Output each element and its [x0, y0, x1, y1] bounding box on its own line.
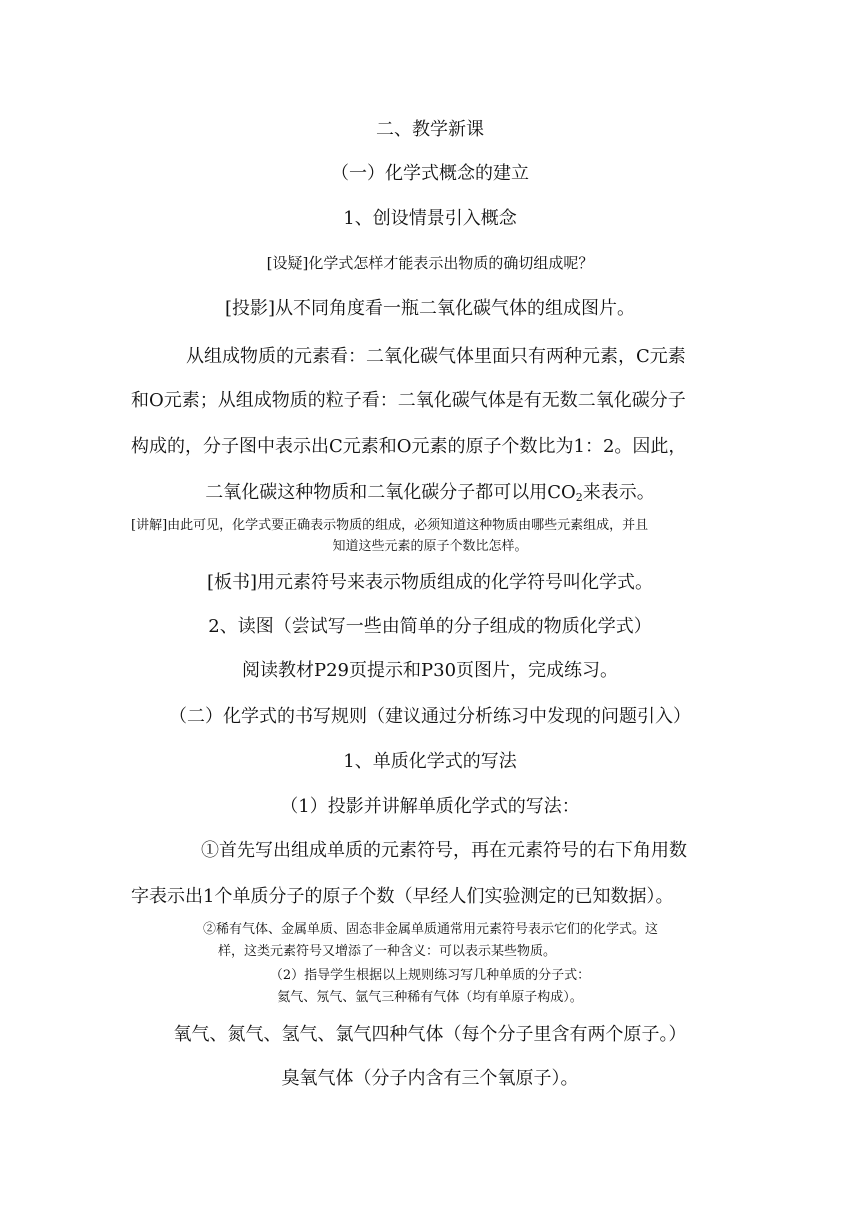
rule-line: 样，这类元素符号又增添了一种含义：可以表示某些物质。: [218, 944, 557, 959]
explain-line: 知道这些元素的原子个数比怎样。: [332, 539, 528, 554]
topic-heading: 1、创设情景引入概念: [343, 208, 517, 229]
exercise-line: 氧气、氮气、氢气、氯气四种气体（每个分子里含有两个原子。）: [173, 1024, 687, 1045]
paragraph-line: 构成的，分子图中表示出C元素和O元素的原子个数比为1：2。因此，: [131, 436, 687, 457]
question-line: [设疑]化学式怎样才能表示出物质的确切组成呢？: [266, 254, 594, 272]
paragraph-line: 和O元素；从组成物质的粒子看：二氧化碳气体是有无数二氧化碳分子: [131, 390, 686, 411]
subtopic-heading: （2）指导学生根据以上规则练习写几种单质的分子式：: [269, 968, 591, 983]
topic-heading: 1、单质化学式的写法: [343, 751, 517, 772]
subsection-heading: （一）化学式概念的建立: [331, 163, 529, 184]
rule-line: 字表示出1个单质分子的原子个数（早经人们实验测定的已知数据）。: [131, 886, 674, 907]
projection-line: [投影]从不同角度看一瓶二氧化碳气体的组成图片。: [224, 298, 636, 319]
paragraph-line: 从组成物质的元素看：二氧化碳气体里面只有两种元素，C元素: [186, 346, 686, 367]
rule-line: ①首先写出组成单质的元素符号，再在元素符号的右下角用数: [201, 840, 687, 861]
section-heading: 二、教学新课: [376, 119, 484, 140]
explain-line: [讲解]由此可见，化学式要正确表示物质的组成，必须知道这种物质由哪些元素组成，并且: [131, 518, 649, 533]
paragraph-line: [0, 478, 860, 504]
formula-text-end: 来表示。: [582, 482, 655, 503]
board-line: [板书]用元素符号来表示物质组成的化学符号叫化学式。: [206, 572, 654, 593]
rule-line: ②稀有气体、金属单质、固态非金属单质通常用元素符号表示它们的化学式。这: [203, 922, 659, 937]
exercise-line: 氦气、氖气、氩气三种稀有气体（均有单原子构成）。: [277, 990, 583, 1005]
reading-instruction: 阅读教材P29页提示和P30页图片，完成练习。: [241, 660, 619, 681]
exercise-line: 臭氧气体（分子内含有三个氧原子）。: [281, 1068, 579, 1089]
formula-text: 二氧化碳这种物质和二氧化碳分子都可以用CO: [205, 482, 576, 503]
formula-subscript: 2: [575, 491, 583, 504]
subtopic-heading: （1）投影并讲解单质化学式的写法：: [280, 796, 580, 817]
reading-heading: 2、读图（尝试写一些由简单的分子组成的物质化学式）: [208, 616, 652, 637]
subsection-heading: （二）化学式的书写规则（建议通过分析练习中发现的问题引入）: [169, 706, 691, 727]
